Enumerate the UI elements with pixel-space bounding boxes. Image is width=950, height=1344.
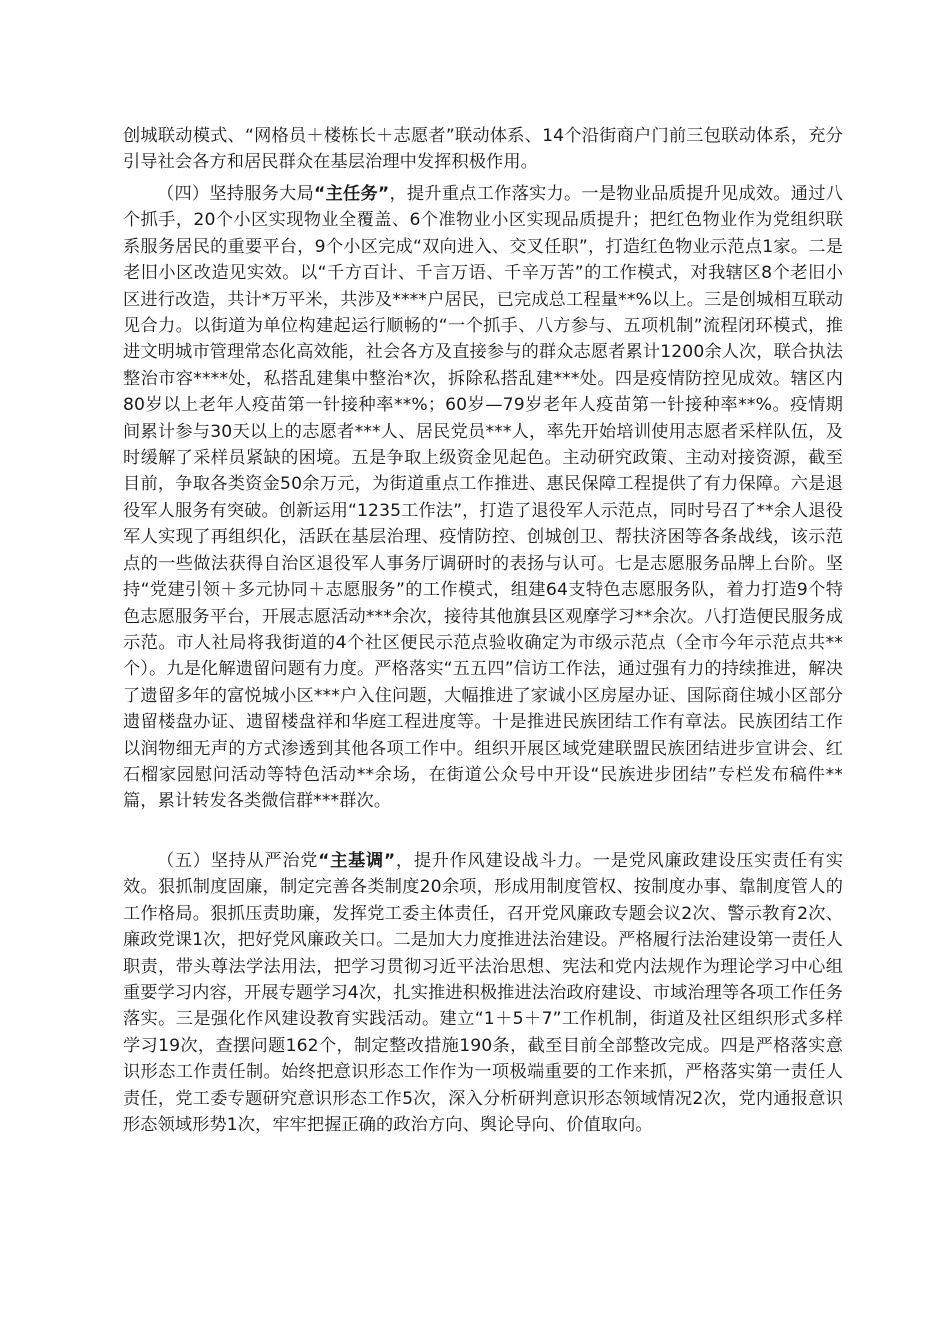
section-five-heading-prefix: （五）坚持从严治党 [157,851,319,871]
section-four-heading-suffix: ，提升重点工作落实力。 [389,184,582,204]
section-four-heading [157,184,581,204]
paragraph-section-four [123,181,843,815]
section-five-heading-keyword: “主基调” [318,851,396,871]
section-five-body: 一是党风廉政建设压实责任有实效。狠抓制度固廉，制定完善各类制度20余项，形成用制度管权、按制度办事、靠制度管人的工作格局。狠抓压责助廉，发挥党工委主体责任，召开党风廉政专题会议2次、警示教育2次、廉政党课1次，把好党风廉政关口。二是加大力度推进法治建设。严格履行法治建设第一责任人职责，带头尊法学法用法，把学习贯彻习近平法治思想、宪法和党内法规作为理论学习中心组重要学习内容，开展专题学习4次，扎实推进积极推进法治政府建设、市域治理等各项工作任务落实。三是强化作风建设教育实践活动。建立“1＋5＋7”工作机制，街道及社区组织形式多样学习19次，查摆问题162个，制定整改措施190条，截至目前全部整改完成。四是严格落实意识形态工作责任制。始终把意识形态工作作为一项极端重要的工作来抓，严格落实第一责任人责任，党工委专题研究意识形态工作5次，深入分析研判意识形态领域情况2次，党内通报意识形态领域形势1次，牢牢把握正确的政治方向、舆论导向、价值取向。 [123,851,844,1136]
section-four-heading-prefix: （四）坚持服务大局 [157,184,315,204]
paragraph-continuation: 创城联动模式、“网格员＋楼栋长＋志愿者”联动体系、14个沿街商户门前三包联动体系，充分引导社会各方和居民群众在基层治理中发挥积极作用。 [123,126,843,173]
section-four-body: 一是物业品质提升见成效。通过八个抓手，20个小区实现物业全覆盖、6个准物业小区实现品质提升；把红色物业作为党组织联系服务居民的重要平台，9个小区完成“双向进入、交叉任职”，打造红色物业示范点1家。二是老旧小区改造见实效。以“千方百计、千言万语、千辛万苦”的工作模式，对我辖区8个老旧小区进行改造，共计*万平米，共涉及****户居民，已完成总工程量**%以上。三是创城相互联动见合力。以街道为单位构建起运行顺畅的“一个抓手、八方参与、五项机制”流程闭环模式，推进文明城市管理常态化高效能，社会各方及直接参与的群众志愿者累计1200余人次，联合执法整治市容****处，私搭乱建集中整治*次，拆除私搭乱建***处。四是疫情防控见成效。辖区内80岁以上老年人疫苗第一针接种率**%；60岁—79岁老年人疫苗第一针接种率**%。疫情期间累计参与30天以上的志愿者***人、居民党员***人，率先开始培训使用志愿者采样队伍，及时缓解了采样员紧缺的困境。五是争取上级资金见起色。主动研究政策、主动对接资源，截至目前，争取各类资金50余万元，为街道重点工作推进、惠民保障工程提供了有力保障。六是退役军人服务有突破。创新运用“1235工作法”，打造了退役军人示范点，同时号召了**余人退役军人实现了再组织化，活跃在基层治理、疫情防控、创城创卫、帮扶济困等各条战线，该示范点的一些做法获得自治区退役军人事务厅调研时的表扬与认可。七是志愿服务品牌上台阶。坚持“党建引领＋多元协同＋志愿服务”的工作模式，组建64支特色志愿服务队，着力打造9个特色志愿服务平台，开展志愿活动***余次，接待其他旗县区观摩学习**余次。八打造便民服务成示范。市人社局将我街道的4个社区便民示范点验收确定为市级示范点（全市今年示范点共**个）。九是化解遗留问题有力度。严格落实“五五四”信访工作法，通过强有力的持续推进，解决了遗留多年的富悦城小区***户入住问题，大幅推进了家诚小区房屋办证、国际商住城小区部分遗留楼盘办证、遗留楼盘祥和华庭工程进度等。十是推进民族团结工作有章法。民族团结工作以润物细无声的方式渗透到其他各项工作中。组织开展区域党建联盟民族团结进步宣讲会、红石榴家园慰问活动等特色活动**余场，在街道公众号中开设“民族进步团结”专栏发布稿件**篇，累计转发各类微信群***群次。 [123,184,843,812]
paragraph-section-five [123,848,843,1138]
section-five-heading [157,851,593,871]
section-four-heading-keyword: “主任务” [314,184,390,204]
section-five-heading-suffix: ，提升作风建设战斗力。 [395,851,593,871]
